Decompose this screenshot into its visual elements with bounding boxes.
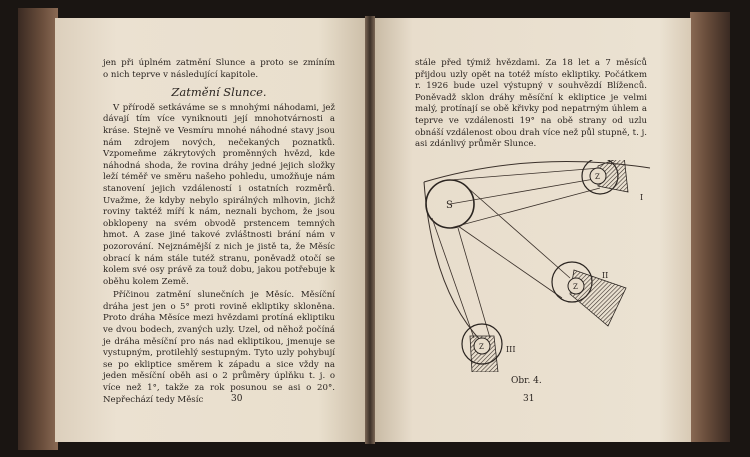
left-page bbox=[55, 18, 365, 442]
page-number-left: 30 bbox=[231, 394, 243, 404]
book-gutter bbox=[365, 16, 375, 444]
position-1 bbox=[582, 160, 643, 202]
right-page-text bbox=[415, 58, 647, 151]
book-cover-left bbox=[18, 8, 58, 450]
left-paragraph-1: V přírodě setkáváme se s mnohými náhodami, jež dávají tím více vyniknouti její mnohotvárnosti a kráse. Stejně ve Vesmíru mnohé náhodné stavy jsou nám zdrojem nových, nečekaných poznatků. Vzpomeňme zákrytových proměnných hvězd, kde náhodná shoda, že rovina dráhy jedné jejich složky leží téměř ve směru našeho pohledu, umožňuje nám stanovení jejich vzdáleností i ostatních rozměrů. Uvažme, že kdyby nebylo spirálných mlhovin, jichž roviny taktéž míří k nám, neznali bychom, že jsou obklopeny na svém obvodě prstencem temných hmot. A zase jiné takové zvláštnosti brání nám v pozorování. Nejznámější z nich je jistě ta, že Měsíc obrací k nám stále tutéž stranu, poněvadž otočí se kolem své osy právě za touž dobu, jakou potřebuje k oběhu kolem Země. bbox=[103, 102, 335, 287]
right-paragraph: stále před týmiž hvězdami. Za 18 let a 7 měsíců přijdou uzly opět na totéž místo ekliptiky. Počátkem r. 1926 bude uzel výstupný v souhvězdí Blíženců. Poněvadž sklon dráhy měsíční k ekliptice je velmi malý, protínají se obě křivky pod nepatrným úhlem a teprve ve vzdálenosti 19° na obě strany od uzlu obnáší vzdálenost obou drah více než půl stupně, t. j. asi zdánlivý průměr Slunce. bbox=[415, 58, 647, 150]
left-line-2: o nich teprve v následující kapitole. bbox=[103, 69, 259, 80]
position-label-3: III bbox=[506, 345, 516, 354]
position-label-1: I bbox=[640, 193, 644, 202]
eclipse-diagram bbox=[412, 160, 664, 372]
left-paragraph-2: Příčinou zatmění slunečních je Měsíc. Měsíční dráha jest jen o 5° proti rovině ekliptiky skloněna. Proto dráha Měsíce mezi hvězdami protíná ekliptiku ve dvou bodech, zvaných uzly. Uzel, od něhož počíná je dráha měsíční pro nás nad ekliptikou, jmenuje se vystupným, protilehlý sestupným. Tyto uzly pohybují se po ekliptice směrem k západu a sice vždy na jeden měsíční oběh asi o 2 průměry úplňku t. j. o více než 1°, takže za rok posunou se asi o 20°. Nepřechází tedy Měsíc bbox=[103, 290, 335, 405]
section-heading: Zatmění Slunce. bbox=[171, 85, 267, 100]
position-label-2: II bbox=[602, 271, 609, 280]
light-rays bbox=[432, 168, 600, 338]
earth-label-3: Z bbox=[479, 343, 484, 351]
left-page-text bbox=[103, 58, 335, 406]
figure-caption: Obr. 4. bbox=[511, 376, 542, 386]
earth-label-2: Z bbox=[573, 283, 578, 291]
left-line-1: jen při úplném zatmění Slunce a proto se zmíním bbox=[103, 58, 335, 68]
position-3 bbox=[462, 324, 515, 372]
earth-label-1: Z bbox=[595, 173, 600, 181]
sun-label: S bbox=[446, 200, 453, 211]
page-number-right: 31 bbox=[523, 394, 535, 404]
book-cover-right bbox=[690, 12, 730, 442]
